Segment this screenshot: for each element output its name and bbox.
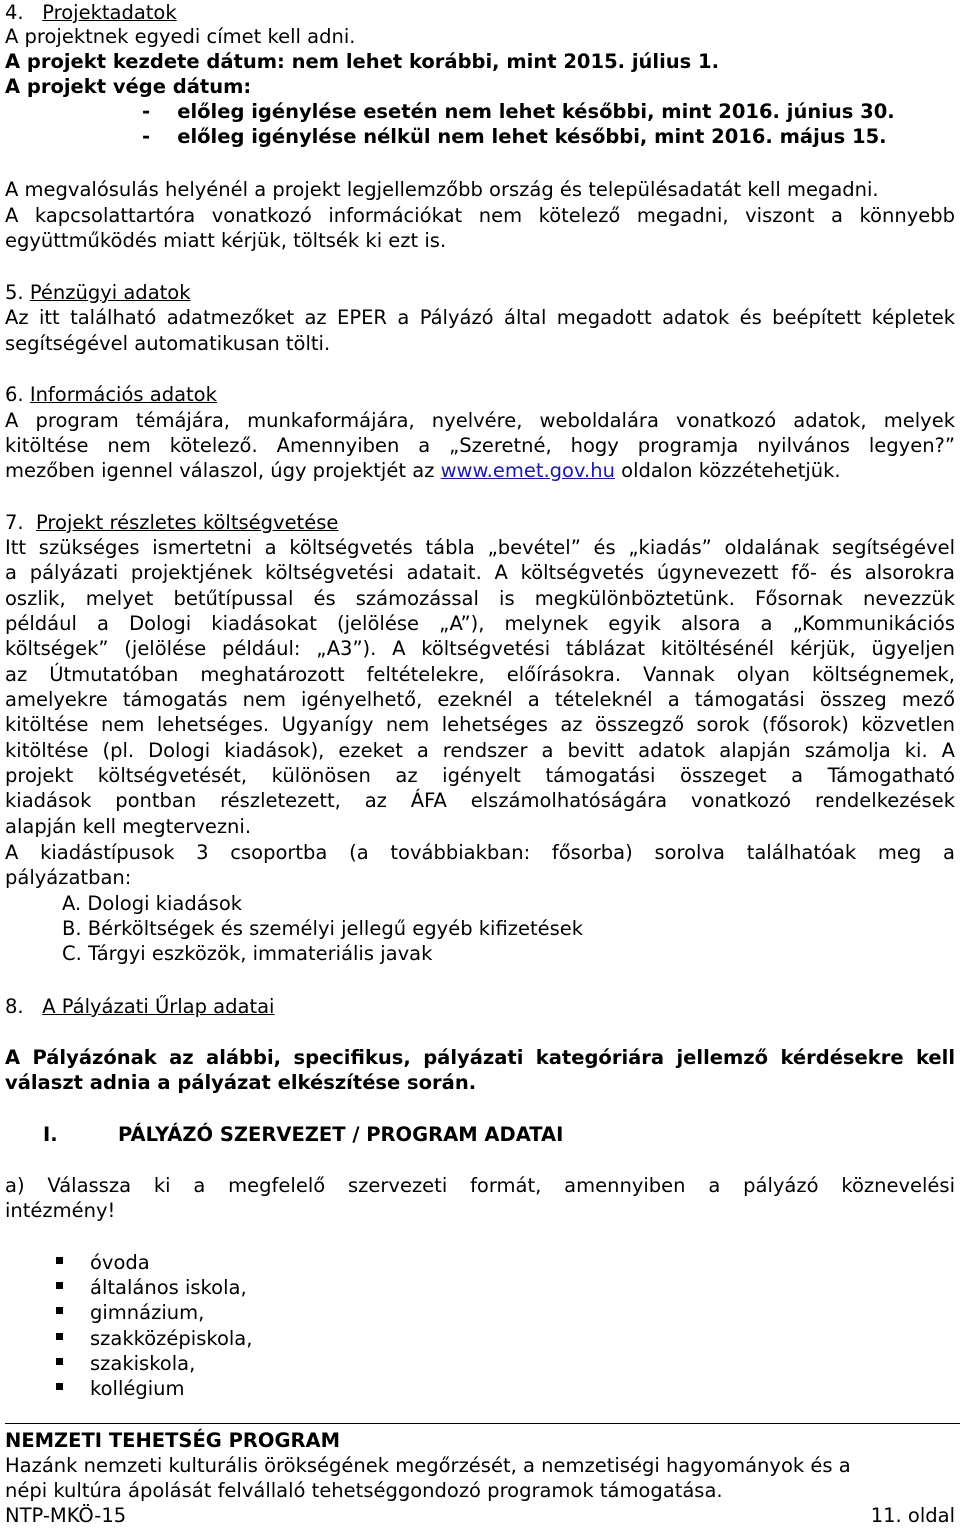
paragraph-line: alapján kell megtervezni. <box>5 815 252 838</box>
section-number: 5. <box>5 281 24 304</box>
footer-org: NEMZETI TEHETSÉG PROGRAM <box>5 1429 340 1452</box>
dash: - <box>142 100 151 123</box>
paragraph-line: pályázatban: <box>5 866 132 889</box>
footer-mission: népi kultúra ápolását felvállaló tehetséggondozó programok támogatása. <box>5 1479 723 1502</box>
paragraph-line: kitöltése nem lehetséges. Ugyanígy nem lehetséges az összegző sorok (fősorok) közvetlen <box>5 713 955 736</box>
square-bullet-icon <box>56 1282 63 1289</box>
paragraph-line: A kiadástípusok 3 csoportba (a továbbiakban: fősorba) sorolva találhatóak meg a <box>5 841 955 864</box>
square-bullet-icon <box>56 1358 63 1365</box>
square-bullet-icon <box>56 1383 63 1390</box>
bullet-item: szakközépiskola, <box>90 1327 253 1350</box>
section-8-heading <box>5 994 274 1019</box>
paragraph-line: Az itt található adatmezőket az EPER a Pályázó által megadott adatok és beépített képletek <box>5 306 955 329</box>
paragraph-line: kitöltése nem kötelező. Amennyiben a „Szeretné, hogy programja nyilvános legyen?” <box>5 434 955 457</box>
square-bullet-icon <box>56 1257 63 1264</box>
bullet-item: szakiskola, <box>90 1352 196 1375</box>
paragraph-line: Itt szükséges ismertetni a költségvetés tábla „bevétel” és „kiadás” oldalának segítségével <box>5 536 955 559</box>
section-title: Információs adatok <box>29 383 217 406</box>
section-title: Projektadatok <box>42 1 177 24</box>
paragraph-line: a pályázati projektjének költségvetési adatait. A költségvetés úgynevezett fő- és alsorokra <box>5 561 955 584</box>
section-title: Pénzügyi adatok <box>29 281 191 304</box>
section-7-heading <box>5 510 338 535</box>
paragraph-line: projekt költségvetését, különösen az igényelt támogatási összeget a Támogatható <box>5 764 955 787</box>
section-5-heading <box>5 280 191 305</box>
paragraph-text: oldalon közzétehetjük. <box>621 459 841 482</box>
list-item: A. Dologi kiadások <box>62 892 243 915</box>
paragraph-line: az Útmutatóban meghatározott feltételekre, előírásokra. Vannak olyan költségnemek, <box>5 663 955 686</box>
bullet-item: gimnázium, <box>90 1301 205 1324</box>
paragraph-text: mezőben igennel válaszol, úgy projektjét az <box>5 459 435 482</box>
section-title: Projekt részletes költségvetése <box>36 511 339 534</box>
dash-item-text: előleg igénylése esetén nem lehet későbbi, mint 2016. június 30. <box>177 100 895 123</box>
square-bullet-icon <box>56 1333 63 1340</box>
square-bullet-icon <box>56 1307 63 1314</box>
paragraph-line: például a Dologi kiadásokat (jelölése „A”), melynek egyik alsora a „Kommunikációs <box>5 612 955 635</box>
paragraph-line: kiadások pontban részletezett, az ÁFA elszámolhatóságára vonatkozó rendelkezések <box>5 789 955 812</box>
question-line: intézmény! <box>5 1199 116 1222</box>
part-i-number: I. <box>43 1123 58 1146</box>
part-i-title: PÁLYÁZÓ SZERVEZET / PROGRAM ADATAI <box>118 1123 564 1146</box>
paragraph-line <box>5 458 841 483</box>
bullet-item: általános iskola, <box>90 1276 247 1299</box>
paragraph-line: A program témájára, munkaformájára, nyelvére, weboldalára vonatkozó adatok, melyek <box>5 409 955 432</box>
dash-item <box>142 99 895 124</box>
emet-link[interactable]: www.emet.gov.hu <box>440 459 615 482</box>
paragraph-line: kitöltése (pl. Dologi kiadások), ezeket a rendszer a bevitt adatok alapján számolja ki. A <box>5 739 955 762</box>
section-number: 8. <box>5 995 24 1018</box>
bold-paragraph-line: választ adnia a pályázat elkészítése során. <box>5 1071 477 1094</box>
bold-paragraph-line: A Pályázónak az alábbi, specifikus, pályázati kategóriára jellemző kérdésekre kell <box>5 1046 955 1069</box>
section-number: 7. <box>5 511 24 534</box>
paragraph-line: amelyekre támogatás nem igényelhető, ezeknél a tételeknél a támogatási összeg mező <box>5 688 955 711</box>
paragraph-line: költségek” (jelölése például: „A3”). A költségvetési táblázat kitöltésénél kérjük, ügyeljen <box>5 637 955 660</box>
paragraph-line: segítségével automatikusan tölti. <box>5 332 331 355</box>
paragraph-line: oszlik, melyet betűtípussal és számozással is megkülönböztetünk. Fősornak nevezzük <box>5 587 955 610</box>
page-number: 11. oldal <box>870 1504 955 1527</box>
footer-divider <box>5 1423 960 1424</box>
end-date-heading: A projekt vége dátum: <box>5 75 252 98</box>
bullet-item: óvoda <box>90 1251 150 1274</box>
paragraph-line: A megvalósulás helyénél a projekt legjellemzőbb ország és településadatát kell megadni. <box>5 178 879 201</box>
paragraph-line: A projektnek egyedi címet kell adni. <box>5 25 356 48</box>
list-item: B. Bérköltségek és személyi jellegű egyéb kifizetések <box>62 917 584 940</box>
section-6-heading <box>5 382 217 407</box>
footer-code: NTP-MKÖ-15 <box>5 1504 127 1527</box>
footer-mission: Hazánk nemzeti kulturális örökségének megőrzését, a nemzetiségi hagyományok és a <box>5 1454 851 1477</box>
section-title: A Pályázati Űrlap adatai <box>42 995 275 1018</box>
bullet-item: kollégium <box>90 1377 185 1400</box>
section-number: 6. <box>5 383 24 406</box>
start-date-rule: A projekt kezdete dátum: nem lehet korábbi, mint 2015. július 1. <box>5 50 720 73</box>
section-4-heading <box>5 0 177 25</box>
question-line: a) Válassza ki a megfelelő szervezeti formát, amennyiben a pályázó köznevelési <box>5 1174 955 1197</box>
section-number: 4. <box>5 1 24 24</box>
list-item: C. Tárgyi eszközök, immateriális javak <box>62 942 433 965</box>
dash-item <box>142 124 887 149</box>
dash-item-text: előleg igénylése nélkül nem lehet későbbi, mint 2016. május 15. <box>177 125 887 148</box>
paragraph-line: együttműködés miatt kérjük, töltsék ki ezt is. <box>5 229 447 252</box>
dash: - <box>142 125 151 148</box>
paragraph-line: A kapcsolattartóra vonatkozó információkat nem kötelező megadni, viszont a könnyebb <box>5 204 955 227</box>
